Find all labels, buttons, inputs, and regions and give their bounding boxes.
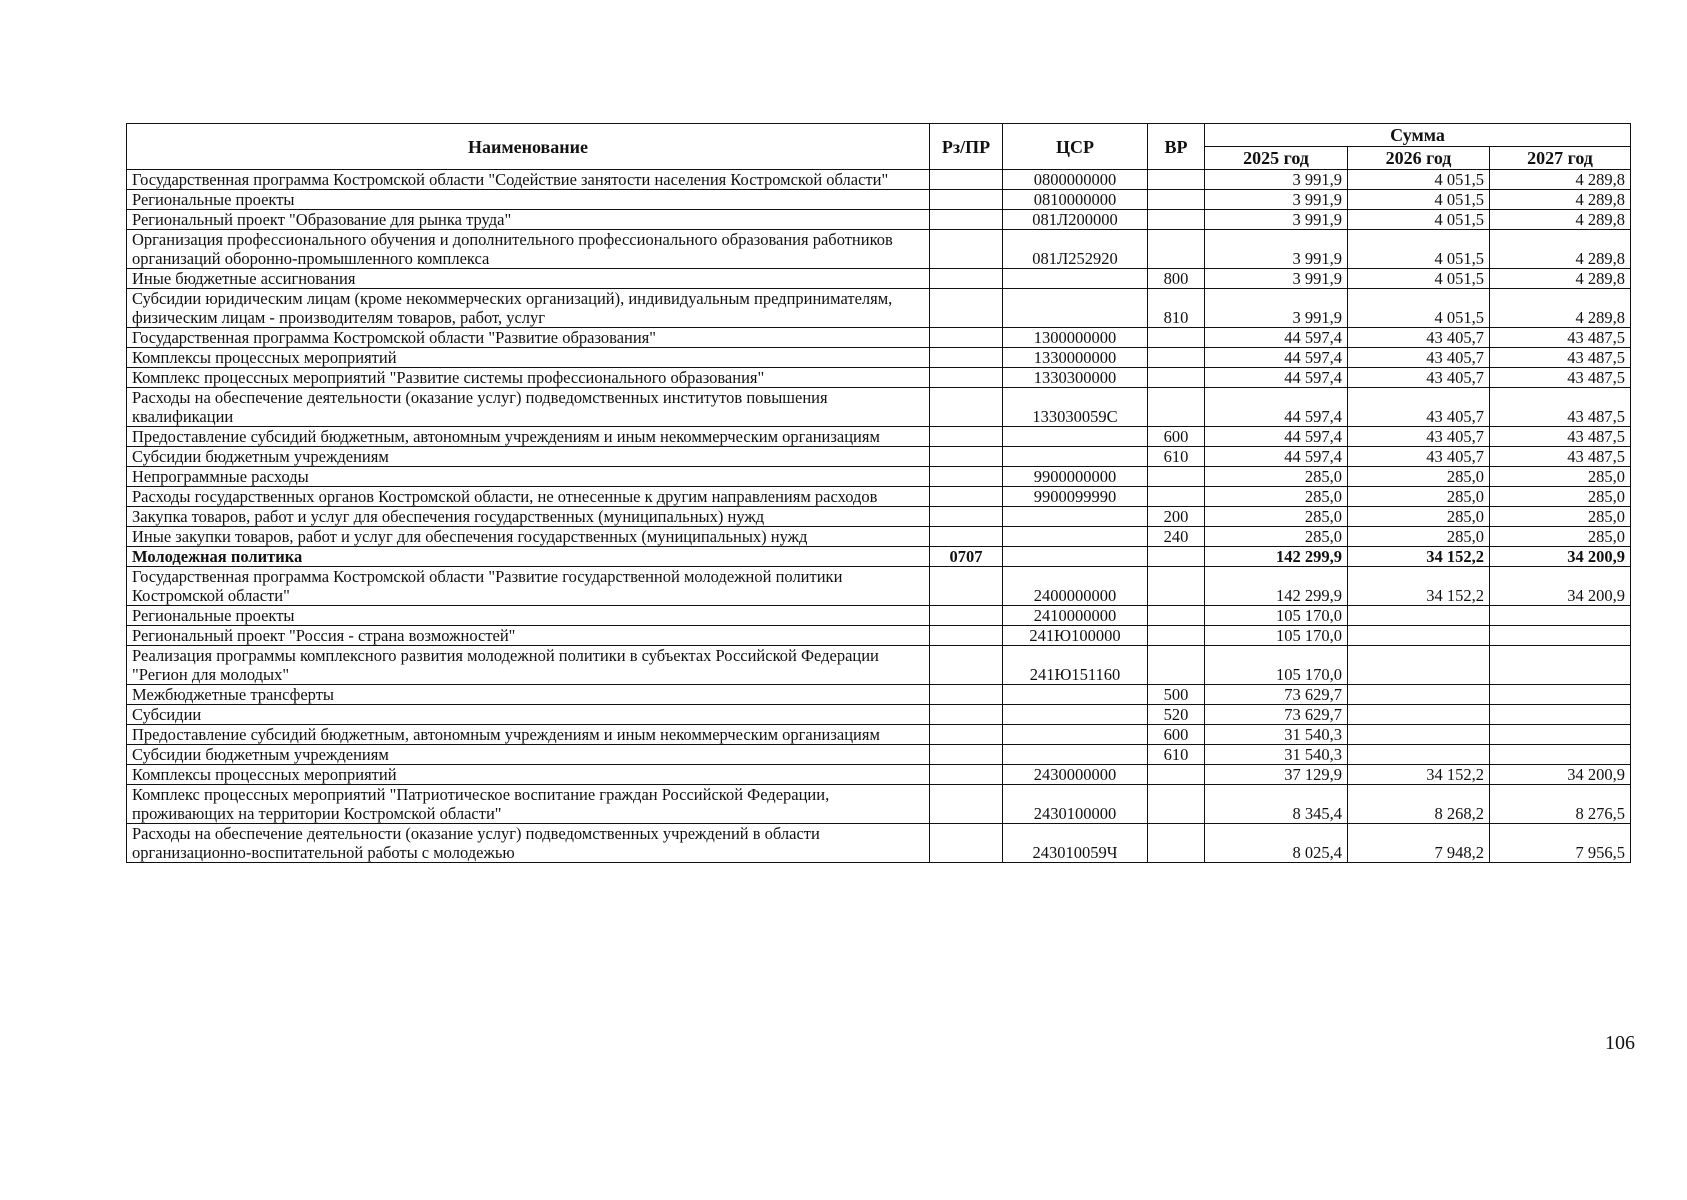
cell-vr: 600	[1148, 427, 1205, 447]
cell-2025: 44 597,4	[1205, 348, 1348, 368]
cell-2026: 285,0	[1348, 487, 1490, 507]
cell-2025: 105 170,0	[1205, 606, 1348, 626]
cell-name: Комплексы процессных мероприятий	[127, 765, 930, 785]
cell-vr	[1148, 170, 1205, 190]
cell-2026: 4 051,5	[1348, 269, 1490, 289]
cell-vr: 800	[1148, 269, 1205, 289]
cell-2025: 73 629,7	[1205, 685, 1348, 705]
cell-name: Государственная программа Костромской области "Содействие занятости населения Костромской области"	[127, 170, 930, 190]
cell-2026: 285,0	[1348, 467, 1490, 487]
cell-vr	[1148, 388, 1205, 427]
cell-name: Комплекс процессных мероприятий "Развитие системы профессионального образования"	[127, 368, 930, 388]
cell-csr: 0810000000	[1003, 190, 1148, 210]
cell-rzpr	[930, 646, 1003, 685]
cell-2025: 3 991,9	[1205, 210, 1348, 230]
cell-2025: 3 991,9	[1205, 230, 1348, 269]
cell-2025: 3 991,9	[1205, 190, 1348, 210]
cell-2026: 285,0	[1348, 527, 1490, 547]
cell-rzpr	[930, 567, 1003, 606]
cell-2025: 31 540,3	[1205, 725, 1348, 745]
header-year-2027: 2027 год	[1490, 147, 1631, 170]
cell-csr: 2410000000	[1003, 606, 1148, 626]
cell-name: Межбюджетные трансферты	[127, 685, 930, 705]
cell-rzpr	[930, 824, 1003, 863]
cell-rzpr	[930, 725, 1003, 745]
table-body	[127, 170, 1631, 863]
table-row	[127, 785, 1631, 824]
cell-name: Комплексы процессных мероприятий	[127, 348, 930, 368]
cell-csr: 133030059С	[1003, 388, 1148, 427]
cell-2027: 43 487,5	[1490, 368, 1631, 388]
cell-rzpr	[930, 170, 1003, 190]
page-number: 106	[1605, 1032, 1635, 1054]
header-csr: ЦСР	[1003, 124, 1148, 170]
cell-2027	[1490, 646, 1631, 685]
cell-csr	[1003, 705, 1148, 725]
table-row	[127, 824, 1631, 863]
cell-csr	[1003, 725, 1148, 745]
cell-2025: 3 991,9	[1205, 170, 1348, 190]
cell-2027: 43 487,5	[1490, 427, 1631, 447]
cell-2025: 285,0	[1205, 467, 1348, 487]
cell-name: Организация профессионального обучения и дополнительного профессионального образования работников организаций оборонно-промышленного комплекса	[127, 230, 930, 269]
table-row	[127, 467, 1631, 487]
cell-2027: 7 956,5	[1490, 824, 1631, 863]
cell-2027: 8 276,5	[1490, 785, 1631, 824]
cell-2025: 142 299,9	[1205, 567, 1348, 606]
cell-2026: 43 405,7	[1348, 447, 1490, 467]
cell-name: Субсидии	[127, 705, 930, 725]
table-row	[127, 725, 1631, 745]
cell-csr: 1330000000	[1003, 348, 1148, 368]
table-row	[127, 507, 1631, 527]
cell-csr: 241Ю100000	[1003, 626, 1148, 646]
cell-name: Субсидии бюджетным учреждениям	[127, 745, 930, 765]
cell-vr	[1148, 467, 1205, 487]
cell-2025: 44 597,4	[1205, 388, 1348, 427]
table-row	[127, 210, 1631, 230]
cell-2026	[1348, 705, 1490, 725]
cell-2026: 43 405,7	[1348, 368, 1490, 388]
cell-2026: 43 405,7	[1348, 388, 1490, 427]
header-year-2026: 2026 год	[1348, 147, 1490, 170]
cell-2026	[1348, 646, 1490, 685]
cell-vr	[1148, 210, 1205, 230]
cell-rzpr	[930, 210, 1003, 230]
cell-csr: 0800000000	[1003, 170, 1148, 190]
cell-csr: 9900000000	[1003, 467, 1148, 487]
cell-2026: 43 405,7	[1348, 348, 1490, 368]
cell-name: Региональный проект "Россия - страна возможностей"	[127, 626, 930, 646]
cell-csr: 1330300000	[1003, 368, 1148, 388]
cell-rzpr	[930, 388, 1003, 427]
cell-2026: 4 051,5	[1348, 289, 1490, 328]
cell-2026	[1348, 626, 1490, 646]
cell-csr	[1003, 289, 1148, 328]
cell-name: Предоставление субсидий бюджетным, автономным учреждениям и иным некоммерческим организациям	[127, 725, 930, 745]
cell-2027: 43 487,5	[1490, 388, 1631, 427]
cell-vr	[1148, 567, 1205, 606]
table-row	[127, 190, 1631, 210]
cell-rzpr	[930, 507, 1003, 527]
cell-csr: 243010059Ч	[1003, 824, 1148, 863]
cell-name: Региональные проекты	[127, 190, 930, 210]
table-row	[127, 368, 1631, 388]
cell-csr: 241Ю151160	[1003, 646, 1148, 685]
cell-vr	[1148, 368, 1205, 388]
cell-csr	[1003, 685, 1148, 705]
cell-name: Комплекс процессных мероприятий "Патриотическое воспитание граждан Российской Федерации, проживающих на территории Костромской области"	[127, 785, 930, 824]
cell-vr: 520	[1148, 705, 1205, 725]
cell-vr: 600	[1148, 725, 1205, 745]
table-row	[127, 646, 1631, 685]
header-vr: ВР	[1148, 124, 1205, 170]
cell-2025: 73 629,7	[1205, 705, 1348, 725]
cell-name: Непрограммные расходы	[127, 467, 930, 487]
cell-2026: 4 051,5	[1348, 170, 1490, 190]
cell-2027	[1490, 705, 1631, 725]
cell-vr	[1148, 765, 1205, 785]
cell-2025: 8 345,4	[1205, 785, 1348, 824]
cell-2025: 285,0	[1205, 487, 1348, 507]
cell-vr: 500	[1148, 685, 1205, 705]
cell-2026: 43 405,7	[1348, 328, 1490, 348]
cell-2026	[1348, 745, 1490, 765]
cell-rzpr	[930, 427, 1003, 447]
cell-csr	[1003, 269, 1148, 289]
cell-2026	[1348, 725, 1490, 745]
table-row	[127, 170, 1631, 190]
table-row	[127, 527, 1631, 547]
cell-name: Субсидии юридическим лицам (кроме некоммерческих организаций), индивидуальным предпринимателям, физическим лицам - производителям товаров, работ, услуг	[127, 289, 930, 328]
cell-rzpr	[930, 348, 1003, 368]
cell-name: Субсидии бюджетным учреждениям	[127, 447, 930, 467]
table-row	[127, 567, 1631, 606]
cell-name: Реализация программы комплексного развития молодежной политики в субъектах Российской Федерации "Регион для молодых"	[127, 646, 930, 685]
cell-rzpr: 0707	[930, 547, 1003, 567]
cell-2025: 3 991,9	[1205, 289, 1348, 328]
cell-vr	[1148, 646, 1205, 685]
cell-csr: 9900099990	[1003, 487, 1148, 507]
cell-csr: 2430000000	[1003, 765, 1148, 785]
cell-csr	[1003, 427, 1148, 447]
budget-table	[126, 123, 1631, 863]
table-row	[127, 388, 1631, 427]
cell-name: Иные бюджетные ассигнования	[127, 269, 930, 289]
cell-rzpr	[930, 626, 1003, 646]
cell-rzpr	[930, 289, 1003, 328]
cell-2026: 4 051,5	[1348, 190, 1490, 210]
cell-rzpr	[930, 765, 1003, 785]
cell-rzpr	[930, 269, 1003, 289]
cell-2025: 8 025,4	[1205, 824, 1348, 863]
cell-name: Расходы на обеспечение деятельности (оказание услуг) подведомственных учреждений в области организационно-воспитательной работы с молодежью	[127, 824, 930, 863]
cell-vr	[1148, 606, 1205, 626]
cell-csr: 2430100000	[1003, 785, 1148, 824]
cell-rzpr	[930, 487, 1003, 507]
cell-rzpr	[930, 705, 1003, 725]
header-year-2025: 2025 год	[1205, 147, 1348, 170]
cell-csr: 081Л252920	[1003, 230, 1148, 269]
cell-2027: 285,0	[1490, 527, 1631, 547]
cell-2025: 31 540,3	[1205, 745, 1348, 765]
cell-2027: 4 289,8	[1490, 170, 1631, 190]
cell-rzpr	[930, 230, 1003, 269]
cell-2027: 34 200,9	[1490, 567, 1631, 606]
cell-2027: 4 289,8	[1490, 289, 1631, 328]
table-row	[127, 487, 1631, 507]
cell-2026	[1348, 685, 1490, 705]
cell-2025: 285,0	[1205, 507, 1348, 527]
cell-csr: 2400000000	[1003, 567, 1148, 606]
cell-name: Государственная программа Костромской области "Развитие государственной молодежной политики Костромской области"	[127, 567, 930, 606]
cell-rzpr	[930, 685, 1003, 705]
cell-rzpr	[930, 328, 1003, 348]
cell-2027: 34 200,9	[1490, 765, 1631, 785]
table-row	[127, 606, 1631, 626]
table-row	[127, 328, 1631, 348]
cell-2027: 285,0	[1490, 467, 1631, 487]
cell-vr	[1148, 190, 1205, 210]
cell-rzpr	[930, 190, 1003, 210]
table-row	[127, 685, 1631, 705]
cell-vr	[1148, 824, 1205, 863]
cell-name: Расходы на обеспечение деятельности (оказание услуг) подведомственных институтов повышения квалификации	[127, 388, 930, 427]
cell-csr: 1300000000	[1003, 328, 1148, 348]
cell-csr	[1003, 447, 1148, 467]
cell-2025: 44 597,4	[1205, 447, 1348, 467]
cell-2025: 105 170,0	[1205, 626, 1348, 646]
cell-2025: 105 170,0	[1205, 646, 1348, 685]
cell-vr	[1148, 487, 1205, 507]
cell-2026	[1348, 606, 1490, 626]
cell-csr	[1003, 745, 1148, 765]
cell-rzpr	[930, 368, 1003, 388]
cell-2027: 285,0	[1490, 507, 1631, 527]
cell-rzpr	[930, 785, 1003, 824]
cell-2025: 285,0	[1205, 527, 1348, 547]
header-sum: Сумма	[1205, 124, 1631, 147]
cell-vr: 240	[1148, 527, 1205, 547]
cell-vr: 610	[1148, 745, 1205, 765]
cell-csr	[1003, 547, 1148, 567]
table-row	[127, 289, 1631, 328]
cell-csr	[1003, 507, 1148, 527]
cell-vr: 200	[1148, 507, 1205, 527]
header-rzpr: Рз/ПР	[930, 124, 1003, 170]
cell-rzpr	[930, 606, 1003, 626]
cell-vr	[1148, 626, 1205, 646]
cell-csr	[1003, 527, 1148, 547]
cell-2025: 3 991,9	[1205, 269, 1348, 289]
cell-name: Региональный проект "Образование для рынка труда"	[127, 210, 930, 230]
cell-rzpr	[930, 447, 1003, 467]
cell-csr: 081Л200000	[1003, 210, 1148, 230]
cell-2027	[1490, 606, 1631, 626]
cell-vr: 610	[1148, 447, 1205, 467]
cell-2027: 4 289,8	[1490, 190, 1631, 210]
cell-2026: 8 268,2	[1348, 785, 1490, 824]
cell-rzpr	[930, 527, 1003, 547]
cell-2026: 34 152,2	[1348, 765, 1490, 785]
cell-name: Закупка товаров, работ и услуг для обеспечения государственных (муниципальных) нужд	[127, 507, 930, 527]
cell-2026: 4 051,5	[1348, 210, 1490, 230]
table-row	[127, 269, 1631, 289]
cell-2027	[1490, 626, 1631, 646]
table-row	[127, 547, 1631, 567]
header-name: Наименование	[127, 124, 930, 170]
table-row	[127, 765, 1631, 785]
cell-vr: 810	[1148, 289, 1205, 328]
cell-2026: 34 152,2	[1348, 547, 1490, 567]
cell-vr	[1148, 348, 1205, 368]
cell-2027: 4 289,8	[1490, 230, 1631, 269]
cell-vr	[1148, 547, 1205, 567]
table-row	[127, 705, 1631, 725]
cell-vr	[1148, 785, 1205, 824]
table-row	[127, 745, 1631, 765]
cell-2025: 44 597,4	[1205, 368, 1348, 388]
cell-vr	[1148, 328, 1205, 348]
cell-2027: 34 200,9	[1490, 547, 1631, 567]
cell-vr	[1148, 230, 1205, 269]
cell-2027	[1490, 685, 1631, 705]
table-row	[127, 447, 1631, 467]
cell-name: Расходы государственных органов Костромской области, не отнесенные к другим направлениям расходов	[127, 487, 930, 507]
cell-rzpr	[930, 745, 1003, 765]
cell-2026: 43 405,7	[1348, 427, 1490, 447]
cell-name: Региональные проекты	[127, 606, 930, 626]
table-row	[127, 626, 1631, 646]
cell-name: Иные закупки товаров, работ и услуг для обеспечения государственных (муниципальных) нужд	[127, 527, 930, 547]
cell-2027: 43 487,5	[1490, 328, 1631, 348]
cell-name: Государственная программа Костромской области "Развитие образования"	[127, 328, 930, 348]
cell-name: Предоставление субсидий бюджетным, автономным учреждениям и иным некоммерческим организациям	[127, 427, 930, 447]
cell-2025: 142 299,9	[1205, 547, 1348, 567]
cell-2027: 43 487,5	[1490, 348, 1631, 368]
cell-2027: 285,0	[1490, 487, 1631, 507]
cell-name: Молодежная политика	[127, 547, 930, 567]
cell-2025: 44 597,4	[1205, 328, 1348, 348]
cell-2026: 34 152,2	[1348, 567, 1490, 606]
table-header	[127, 124, 1631, 170]
table-row	[127, 230, 1631, 269]
cell-2027: 43 487,5	[1490, 447, 1631, 467]
cell-2027	[1490, 725, 1631, 745]
table-row	[127, 427, 1631, 447]
cell-2027	[1490, 745, 1631, 765]
cell-2025: 44 597,4	[1205, 427, 1348, 447]
table-row	[127, 348, 1631, 368]
cell-2026: 4 051,5	[1348, 230, 1490, 269]
cell-2027: 4 289,8	[1490, 210, 1631, 230]
cell-2025: 37 129,9	[1205, 765, 1348, 785]
cell-2026: 7 948,2	[1348, 824, 1490, 863]
cell-2026: 285,0	[1348, 507, 1490, 527]
cell-2027: 4 289,8	[1490, 269, 1631, 289]
cell-rzpr	[930, 467, 1003, 487]
